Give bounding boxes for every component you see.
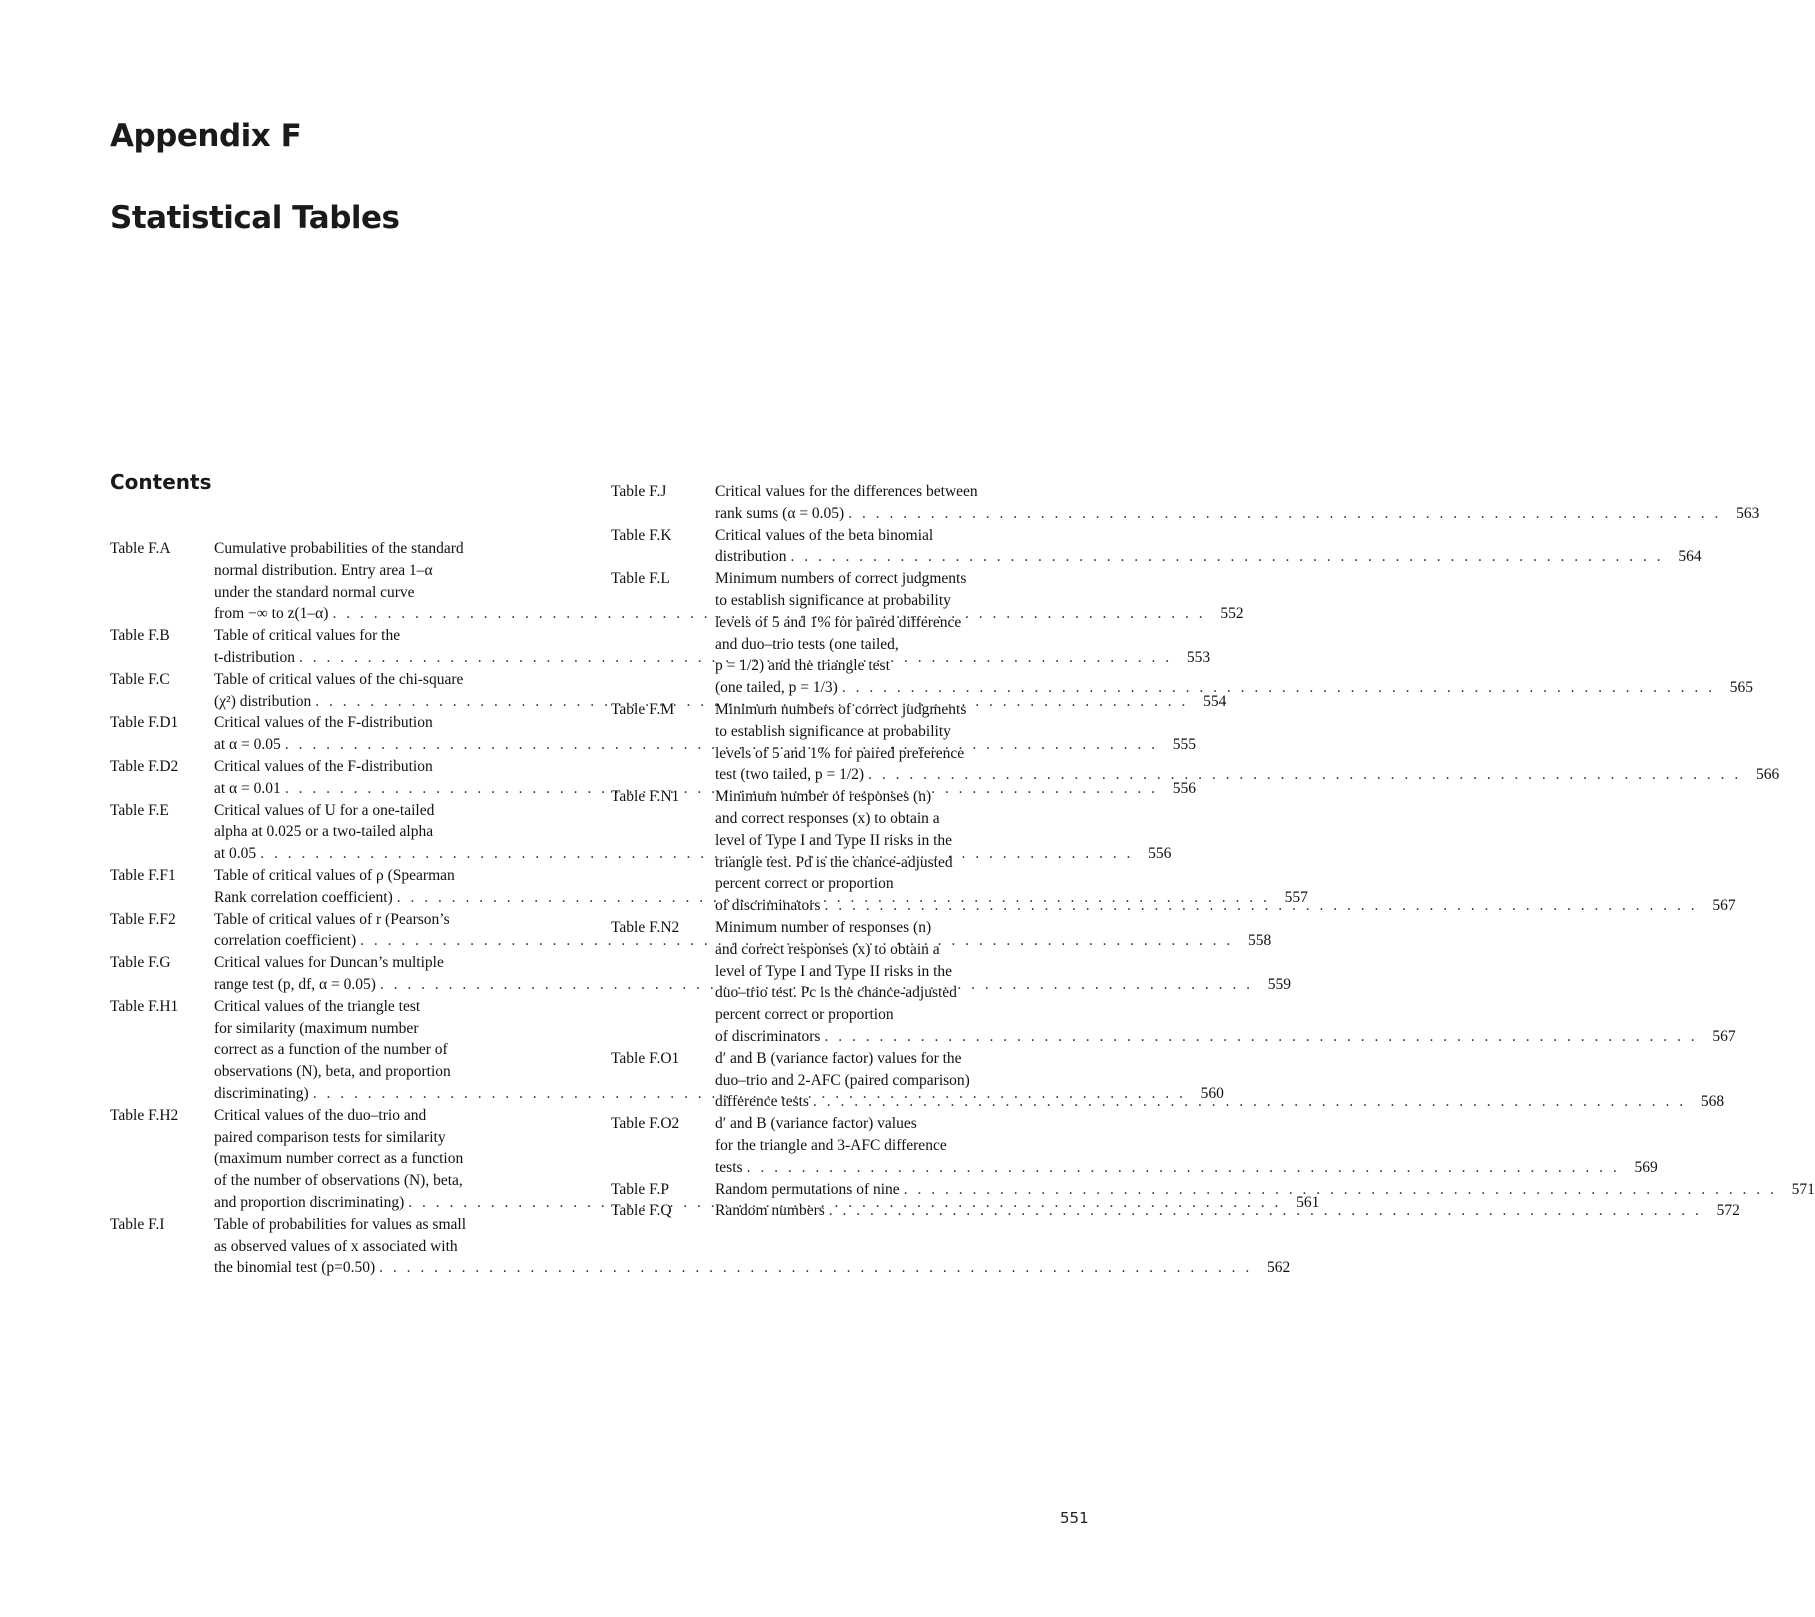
- toc-entry-page: 572: [1716, 1202, 1740, 1220]
- toc-entry-label: Table F.O2: [611, 1115, 680, 1133]
- toc-entry-line: percent correct or proportion: [715, 875, 894, 893]
- toc-entry-line: [715, 1091, 1724, 1113]
- toc-entry-line-text: Random numbers: [715, 1202, 825, 1220]
- toc-entry-line: Table of critical values of ρ (Spearman: [214, 866, 455, 884]
- toc-entry-line: of the number of observations (N), beta,: [214, 1172, 463, 1190]
- toc-entry-line: triangle test. Pd is the chance-adjusted: [715, 853, 953, 871]
- toc-entry-page: 561: [1296, 1193, 1320, 1211]
- toc-entry[interactable]: [611, 525, 1702, 569]
- toc-entry-label: Table F.O1: [611, 1049, 680, 1067]
- toc-entry-page: 552: [1220, 605, 1244, 623]
- toc-entry[interactable]: [611, 1179, 1815, 1201]
- toc-entry-line: Table of critical values of r (Pearson’s: [214, 910, 450, 928]
- toc-entry-line: and duo–trio tests (one tailed,: [715, 635, 899, 653]
- toc-entry-label: Table F.M: [611, 700, 675, 718]
- toc-entry-description: [214, 1214, 1290, 1279]
- toc-entry-line: for similarity (maximum number: [214, 1019, 419, 1037]
- toc-entry[interactable]: [611, 481, 1760, 525]
- toc-entry-line: [715, 1157, 1658, 1179]
- toc-entry-line: level of Type I and Type II risks in the: [715, 831, 953, 849]
- toc-entry-label: Table F.P: [611, 1180, 669, 1198]
- toc-entry-page: 560: [1200, 1084, 1224, 1102]
- toc-entry-line: Cumulative probabilities of the standard: [214, 540, 464, 557]
- toc-entry-label: Table F.L: [611, 570, 670, 588]
- chapter-subtitle: Statistical Tables: [110, 200, 400, 236]
- toc-entry-line: and correct responses (x) to obtain a: [715, 940, 940, 958]
- toc-entry-line-text: range test (p, df, α = 0.05): [214, 975, 376, 993]
- toc-entry-page: 564: [1678, 548, 1702, 566]
- toc-entry-line: level of Type I and Type II risks in the: [715, 962, 953, 980]
- toc-entry-line-text: Rank correlation coefficient): [214, 888, 393, 906]
- toc-entry-line-text: distribution: [715, 548, 787, 566]
- toc-entry-line: observations (N), beta, and proportion: [214, 1063, 451, 1081]
- toc-entry-line: under the standard normal curve: [214, 583, 415, 601]
- toc-entry-line-text: difference tests: [715, 1093, 809, 1111]
- toc-entry-label: Table F.H2: [110, 1106, 179, 1124]
- toc-entry-line: paired comparison tests for similarity: [214, 1128, 446, 1146]
- toc-entry-page: 555: [1172, 736, 1196, 754]
- toc-entry-line: Critical values of U for a one-tailed: [214, 801, 435, 819]
- toc-entry-line-text: Random permutations of nine: [715, 1180, 900, 1198]
- toc-entry-label: Table F.N2: [611, 918, 680, 936]
- toc-entry-page: 566: [1755, 766, 1780, 784]
- toc-entry-line: duo–trio and 2-AFC (paired comparison): [715, 1071, 970, 1089]
- toc-entry-page: 562: [1267, 1259, 1291, 1277]
- page-number: 551: [1060, 1509, 1089, 1527]
- toc-entry-line: Critical values of the F-distribution: [214, 757, 433, 775]
- toc-entry-label: Table F.I: [110, 1215, 165, 1233]
- toc-entry-page: 569: [1634, 1158, 1658, 1176]
- toc-entry-description: [715, 525, 1702, 569]
- toc-entry-page: 565: [1729, 679, 1753, 697]
- toc-entry-line: normal distribution. Entry area 1–α: [214, 561, 433, 579]
- toc-entry-line-text: t-distribution: [214, 648, 295, 666]
- toc-entry-line: [715, 677, 1753, 699]
- toc-entry-label: Table F.Q: [611, 1202, 672, 1220]
- toc-entry-line: to establish significance at probability: [715, 591, 951, 609]
- dot-leader: [844, 503, 1725, 525]
- toc-entry-line: d′ and B (variance factor) values for the: [715, 1049, 962, 1067]
- toc-entry-page: 557: [1284, 888, 1308, 906]
- dot-leader: [375, 1257, 1256, 1279]
- toc-entry-page: 554: [1203, 692, 1227, 710]
- toc-entry-line: d′ and B (variance factor) values: [715, 1115, 917, 1133]
- toc-entry-line: levels of 5 and 1% for paired preference: [715, 744, 965, 762]
- toc-entry-page: 559: [1267, 975, 1292, 993]
- toc-entry-page: 571: [1791, 1180, 1815, 1198]
- toc-entry-line-text: discriminating): [214, 1084, 309, 1102]
- toc-entry-description: [715, 786, 1736, 917]
- toc-entry-description: [715, 481, 1759, 525]
- toc-entry-line: [715, 546, 1702, 568]
- dot-leader: [820, 1026, 1701, 1048]
- toc-entry-page: 563: [1736, 504, 1760, 522]
- dot-leader: [786, 546, 1667, 568]
- toc-entry-line: and correct responses (x) to obtain a: [715, 809, 940, 827]
- chapter-title: Appendix F: [110, 118, 302, 154]
- dot-leader: [864, 764, 1745, 786]
- toc-entry-line: Critical values of the duo–trio and: [214, 1106, 427, 1124]
- toc-entry-line-text: at α = 0.01: [214, 779, 281, 797]
- toc-entry-line-text: (χ²) distribution: [214, 692, 312, 710]
- contents-heading: Contents: [110, 470, 212, 494]
- toc-entry-label: Table F.F1: [110, 866, 176, 884]
- toc-entry-line: Critical values of the F-distribution: [214, 714, 433, 732]
- toc-entry-line: Critical values for Duncan’s multiple: [214, 954, 444, 972]
- toc-entry-line: Critical values for the differences between: [715, 483, 978, 500]
- toc-entry-label: Table F.D2: [110, 757, 179, 775]
- toc-entry-line: levels of 5 and 1% for paired difference: [715, 613, 962, 631]
- toc-entry-line-text: the binomial test (p=0.50): [214, 1259, 376, 1277]
- toc-entry-line-text: at 0.05: [214, 845, 257, 863]
- toc-entry-line-text: tests: [715, 1158, 743, 1176]
- toc-entry-line-text: at α = 0.05: [214, 736, 281, 754]
- toc-entry-line-text: of discriminators: [715, 1027, 821, 1045]
- toc-entry-line: p = 1/2) and the triangle test: [715, 657, 890, 675]
- toc-entry-line: Critical values of the beta binomial: [715, 526, 934, 544]
- toc-entry-label: Table F.K: [611, 526, 672, 544]
- toc-entry-description: [715, 1200, 1740, 1222]
- toc-entry-description: [715, 1113, 1658, 1178]
- dot-leader: [809, 1091, 1690, 1113]
- toc-entry-line: Minimum number of responses (n): [715, 788, 932, 806]
- toc-entry-line: Table of critical values of the chi-square: [214, 670, 464, 688]
- toc-entry-line-text: and proportion discriminating): [214, 1193, 405, 1211]
- toc-entry-line: to establish significance at probability: [715, 722, 951, 740]
- toc-entry-description: [715, 699, 1779, 786]
- toc-entry[interactable]: [611, 1113, 1658, 1178]
- toc-entry-line: correct as a function of the number of: [214, 1041, 448, 1059]
- toc-entry-page: 556: [1148, 845, 1172, 863]
- toc-entry-line-text: rank sums (α = 0.05): [715, 504, 845, 522]
- toc-entry-line: [715, 503, 1759, 525]
- toc-entry-line: alpha at 0.025 or a two-tailed alpha: [214, 823, 434, 841]
- toc-entry-line-text: test (two tailed, p = 1/2): [715, 766, 865, 784]
- toc-entry-line-text: (one tailed, p = 1/3): [715, 679, 838, 697]
- toc-entry-page: 556: [1172, 779, 1196, 797]
- toc-entry-line: (maximum number correct as a function: [214, 1150, 464, 1168]
- toc-entry-line-text: correlation coefficient): [214, 932, 357, 950]
- toc-entry-label: Table F.H1: [110, 997, 179, 1015]
- toc-entry-label: Table F.C: [110, 670, 170, 688]
- toc-entry-description: [715, 1179, 1815, 1201]
- dot-leader: [838, 677, 1719, 699]
- toc-entry-label: Table F.G: [110, 954, 171, 972]
- toc-entry-line: percent correct or proportion: [715, 1006, 894, 1024]
- toc-entry-line: duo–trio test. Pc is the chance-adjusted: [715, 984, 957, 1002]
- toc-entry-line: [715, 1026, 1736, 1048]
- toc-entry-line-text: from −∞ to z(1–α): [214, 605, 329, 623]
- toc-entry-line: [715, 764, 1779, 786]
- dot-leader: [900, 1179, 1781, 1201]
- toc-entry-line: as observed values of x associated with: [214, 1237, 458, 1255]
- toc-entry-line: Minimum numbers of correct judgments: [715, 700, 967, 718]
- toc-entry[interactable]: [110, 1214, 1291, 1279]
- toc-entry-page: 553: [1186, 648, 1211, 666]
- dot-leader: [820, 895, 1701, 917]
- toc-entry-line: Critical values of the triangle test: [214, 997, 421, 1015]
- toc-entry-line: for the triangle and 3-AFC difference: [715, 1136, 947, 1154]
- toc-entry-label: Table F.N1: [611, 788, 680, 806]
- toc-entry-label: Table F.A: [110, 540, 171, 557]
- toc-entry-line: [715, 1200, 1740, 1222]
- toc-entry-label: Table F.F2: [110, 910, 176, 928]
- toc-entry-page: 567: [1712, 897, 1736, 915]
- toc-entry-line: Minimum numbers of correct judgments: [715, 570, 967, 588]
- toc-entry-line: [214, 1257, 1290, 1279]
- toc-entry-line: [715, 1179, 1815, 1201]
- toc-entry-label: Table F.B: [110, 627, 170, 645]
- toc-entry-line: Minimum number of responses (n): [715, 918, 932, 936]
- toc-entry-description: [715, 917, 1736, 1048]
- toc-entry-line: [715, 895, 1736, 917]
- toc-entry-description: [715, 568, 1753, 699]
- toc-entry-line: Table of probabilities for values as small: [214, 1215, 467, 1233]
- toc-entry-page: 558: [1248, 932, 1272, 950]
- toc-entry-label: Table F.J: [611, 483, 667, 500]
- toc-entry-label: Table F.D1: [110, 714, 179, 732]
- toc-entry-label: Table F.E: [110, 801, 169, 819]
- dot-leader: [825, 1200, 1706, 1222]
- toc-entry-description: [715, 1048, 1724, 1113]
- dot-leader: [743, 1157, 1624, 1179]
- toc-entry-line-text: of discriminators: [715, 897, 821, 915]
- toc-entry-line: Table of critical values for the: [214, 627, 401, 645]
- toc-entry-page: 567: [1712, 1027, 1736, 1045]
- toc-entry-page: 568: [1700, 1093, 1725, 1111]
